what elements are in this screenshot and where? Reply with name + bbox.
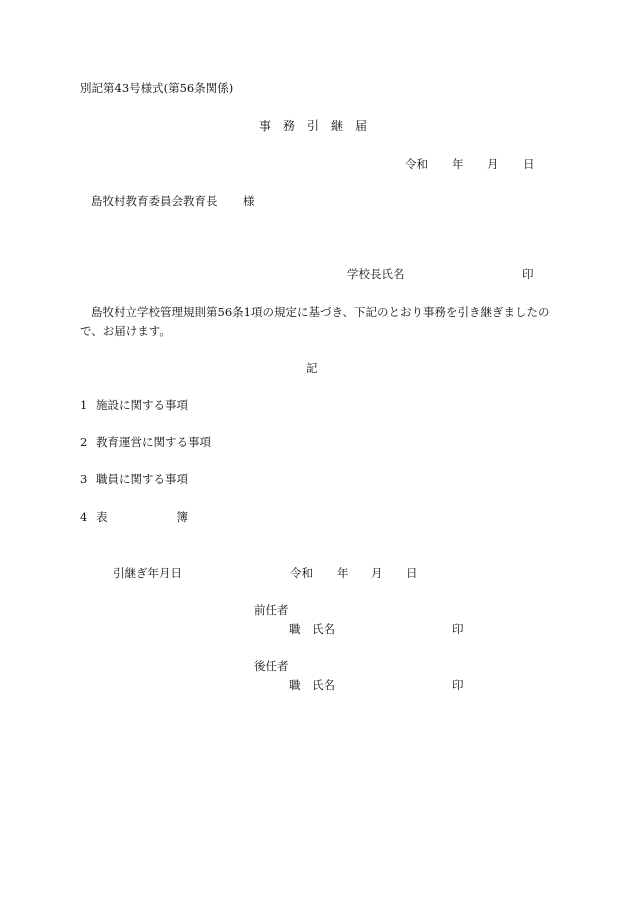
date-era: 令和 <box>405 157 428 171</box>
successor-heading: 後任者 <box>254 659 289 673</box>
item-label: 教育運営に関する事項 <box>96 435 211 449</box>
handover-date-day: 日 <box>406 566 418 580</box>
statement-line-1: 島牧村立学校管理規則第56条1項の規定に基づき、下記のとおり事務を引き継ぎましたの <box>91 305 550 319</box>
document-title: 事 務 引 継 届 <box>259 119 368 133</box>
predecessor-name-label: 職 氏名 <box>289 622 335 636</box>
predecessor-heading: 前任者 <box>254 603 289 617</box>
handover-date-era: 令和 <box>290 566 313 580</box>
item-number: 4 <box>80 510 88 524</box>
handover-date-month: 月 <box>371 566 383 580</box>
date-day: 日 <box>523 157 535 171</box>
date-year: 年 <box>452 157 464 171</box>
item-number: 1 <box>80 398 88 412</box>
item-label: 表 簿 <box>96 510 188 524</box>
item-label: 職員に関する事項 <box>96 472 188 486</box>
principal-seal: 印 <box>522 267 534 281</box>
addressee-honorific: 様 <box>243 194 255 208</box>
date-month: 月 <box>487 157 499 171</box>
item-number: 3 <box>80 472 88 486</box>
successor-name-label: 職 氏名 <box>289 678 335 692</box>
item-label: 施設に関する事項 <box>96 398 188 412</box>
ki-marker: 記 <box>306 361 318 375</box>
predecessor-seal: 印 <box>452 622 464 636</box>
statement-line-2: で、お届けます。 <box>80 324 171 338</box>
principal-name-label: 学校長氏名 <box>347 267 405 281</box>
handover-date-label: 引継ぎ年月日 <box>113 566 182 580</box>
form-reference: 別記第43号様式(第56条関係) <box>80 81 234 95</box>
handover-date-year: 年 <box>337 566 349 580</box>
item-number: 2 <box>80 435 88 449</box>
addressee-name: 島牧村教育委員会教育長 <box>91 194 218 208</box>
successor-seal: 印 <box>452 678 464 692</box>
